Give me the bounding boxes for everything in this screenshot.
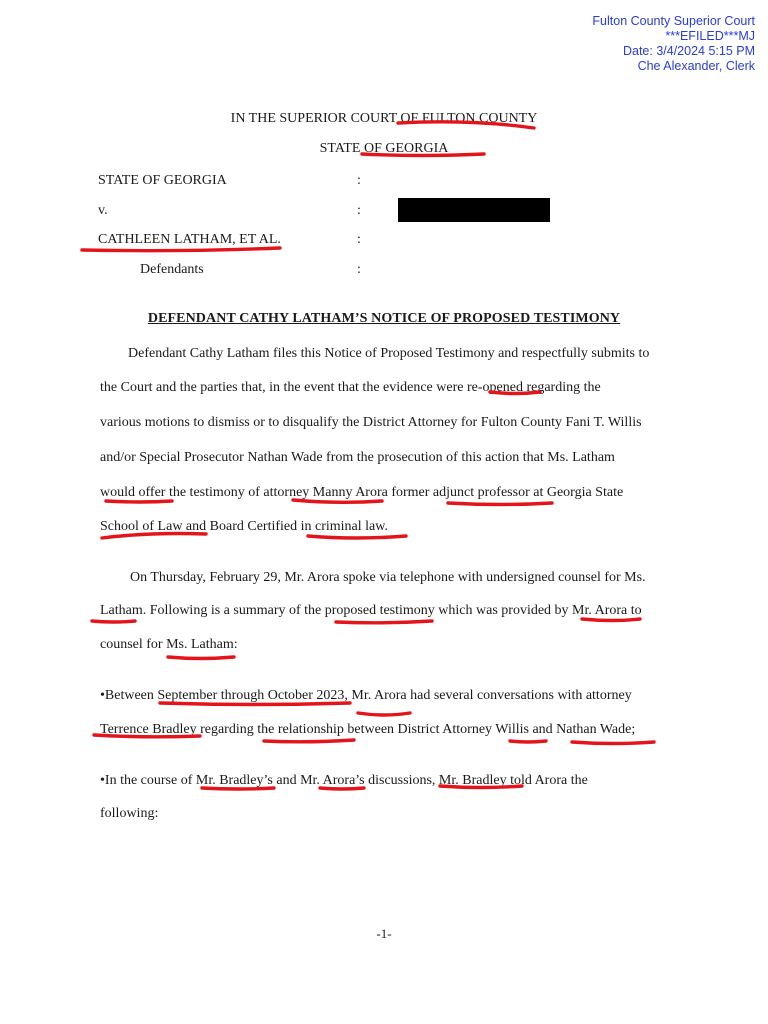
red-underline bbox=[358, 713, 410, 715]
red-underline bbox=[448, 503, 552, 505]
bullet-line: •Between September through October 2023, Mr. Arora had several conversations with attorney bbox=[100, 688, 632, 703]
caption-colon: : bbox=[357, 173, 361, 188]
red-underline bbox=[582, 619, 640, 621]
body-line: Latham. Following is a summary of the proposed testimony which was provided by Mr. Arora to bbox=[100, 603, 642, 618]
body-line: and/or Special Prosecutor Nathan Wade from the prosecution of this action that Ms. Latham bbox=[100, 450, 615, 465]
red-underline bbox=[308, 536, 406, 538]
red-underline bbox=[82, 248, 280, 251]
stamp-date: Date: 3/4/2024 5:15 PM bbox=[622, 44, 755, 58]
caption-colon: : bbox=[357, 262, 361, 277]
red-underline bbox=[572, 742, 654, 744]
bullet-line: following: bbox=[100, 806, 159, 821]
bullet-line: Terrence Bradley regarding the relationship between District Attorney Willis and Nathan Wade; bbox=[100, 722, 636, 737]
caption-colon: : bbox=[357, 203, 361, 218]
body-line: counsel for Ms. Latham: bbox=[100, 637, 238, 652]
stamp-court: Fulton County Superior Court bbox=[592, 14, 755, 28]
caption-defendants-label: Defendants bbox=[140, 262, 204, 277]
caption-defendant: CATHLEEN LATHAM, ET AL. bbox=[98, 232, 281, 247]
red-underline bbox=[510, 741, 546, 742]
body-line: the Court and the parties that, in the event that the evidence were re-opened regarding the bbox=[100, 380, 601, 395]
page-number: -1- bbox=[376, 926, 392, 941]
body-line: various motions to dismiss or to disqualify the District Attorney for Fulton County Fani T. Willis bbox=[100, 415, 642, 430]
state-heading: STATE OF GEORGIA bbox=[319, 141, 449, 156]
red-underline bbox=[168, 657, 234, 659]
body-line: Defendant Cathy Latham files this Notice of Proposed Testimony and respectfully submits to bbox=[128, 346, 650, 361]
bullet-line: •In the course of Mr. Bradley’s and Mr. Arora’s discussions, Mr. Bradley told Arora the bbox=[100, 773, 588, 788]
case-number-redaction bbox=[398, 198, 550, 222]
document-title: DEFENDANT CATHY LATHAM’S NOTICE OF PROPOSED TESTIMONY bbox=[147, 311, 621, 326]
red-underline bbox=[264, 740, 354, 742]
stamp-clerk: Che Alexander, Clerk bbox=[637, 59, 755, 73]
red-underline bbox=[92, 621, 135, 622]
stamp-efiled: ***EFILED***MJ bbox=[665, 29, 755, 43]
body-line: would offer the testimony of attorney Manny Arora former adjunct professor at Georgia State bbox=[100, 485, 624, 500]
court-heading: IN THE SUPERIOR COURT OF FULTON COUNTY bbox=[230, 111, 538, 126]
body-line: School of Law and Board Certified in criminal law. bbox=[100, 519, 388, 534]
red-underline bbox=[336, 621, 432, 623]
efiling-stamp bbox=[495, 14, 755, 74]
caption-plaintiff: STATE OF GEORGIA bbox=[98, 173, 227, 188]
caption-colon: : bbox=[357, 232, 361, 247]
caption-versus: v. bbox=[98, 203, 108, 218]
red-underline bbox=[106, 501, 172, 502]
body-line: On Thursday, February 29, Mr. Arora spoke via telephone with undersigned counsel for Ms. bbox=[130, 570, 646, 585]
